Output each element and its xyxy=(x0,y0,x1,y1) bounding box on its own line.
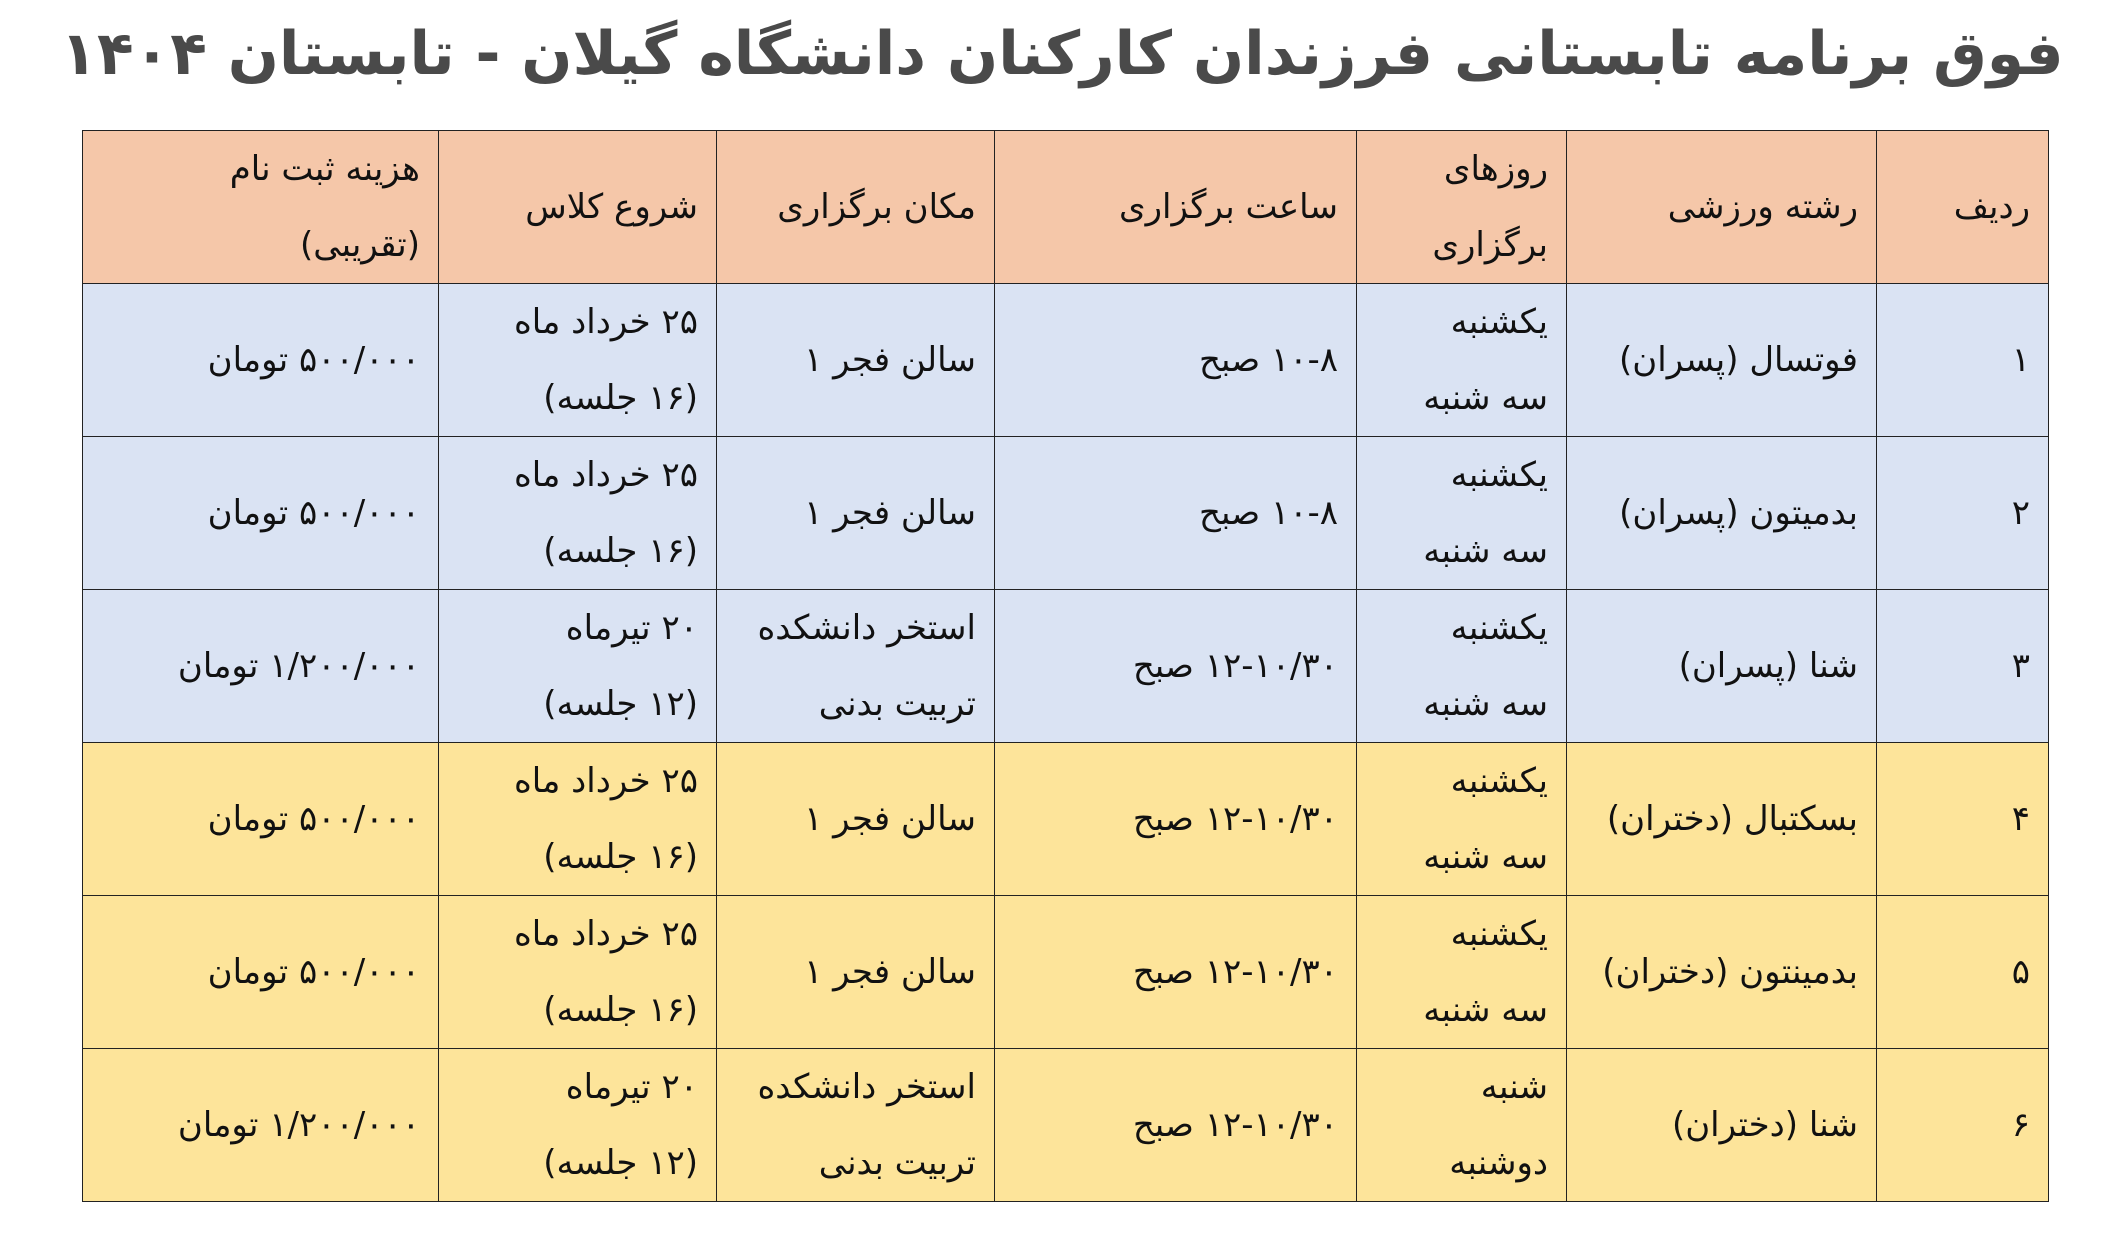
days-cell: یکشنبه سه شنبه xyxy=(1357,743,1567,896)
days-cell: یکشنبه سه شنبه xyxy=(1357,437,1567,590)
days-cell: یکشنبه سه شنبه xyxy=(1357,896,1567,1049)
header-time: ساعت برگزاری xyxy=(995,131,1357,284)
header-sport: رشته ورزشی xyxy=(1567,131,1877,284)
header-fee-line2: (تقریبی) xyxy=(299,225,420,265)
place-cell: سالن فجر ۱ xyxy=(717,743,995,896)
sport-name: بسکتبال (دختران) xyxy=(1567,743,1877,896)
start-cell: ۲۰ تیرماه (۱۲ جلسه) xyxy=(439,1049,717,1202)
start-cell: ۲۵ خرداد ماه (۱۶ جلسه) xyxy=(439,743,717,896)
place-cell: استخر دانشکده تربیت بدنی xyxy=(717,590,995,743)
time-cell: ۱۲-۱۰/۳۰ صبح xyxy=(995,896,1357,1049)
days-cell: یکشنبه سه شنبه xyxy=(1357,590,1567,743)
row-number: ۲ xyxy=(1877,437,2049,590)
row-number: ۴ xyxy=(1877,743,2049,896)
row-number: ۵ xyxy=(1877,896,2049,1049)
header-days-line2: برگزاری xyxy=(1432,225,1548,265)
header-row-number: ردیف xyxy=(1877,131,2049,284)
header-fee xyxy=(83,131,439,284)
sport-name: فوتسال (پسران) xyxy=(1567,284,1877,437)
table-body xyxy=(83,284,2049,1202)
fee-cell: ۵۰۰/۰۰۰ تومان xyxy=(83,743,439,896)
table-row xyxy=(83,437,2049,590)
fee-cell: ۵۰۰/۰۰۰ تومان xyxy=(83,896,439,1049)
time-cell: ۱۲-۱۰/۳۰ صبح xyxy=(995,590,1357,743)
place-cell: استخر دانشکده تربیت بدنی xyxy=(717,1049,995,1202)
start-cell: ۲۵ خرداد ماه (۱۶ جلسه) xyxy=(439,896,717,1049)
fee-cell: ۵۰۰/۰۰۰ تومان xyxy=(83,284,439,437)
sport-name: شنا (دختران) xyxy=(1567,1049,1877,1202)
sport-name: بدمینتون (دختران) xyxy=(1567,896,1877,1049)
days-cell: یکشنبه سه شنبه xyxy=(1357,284,1567,437)
page-title: فوق برنامه تابستانی فرزندان کارکنان دانشگاه گیلان - تابستان ۱۴۰۴ xyxy=(60,19,2064,89)
row-number: ۳ xyxy=(1877,590,2049,743)
table-row xyxy=(83,743,2049,896)
row-number: ۱ xyxy=(1877,284,2049,437)
table-row xyxy=(83,284,2049,437)
table-row xyxy=(83,590,2049,743)
start-cell: ۲۰ تیرماه (۱۲ جلسه) xyxy=(439,590,717,743)
time-cell: ۱۰-۸ صبح xyxy=(995,284,1357,437)
sport-name: شنا (پسران) xyxy=(1567,590,1877,743)
header-row xyxy=(83,131,2049,284)
fee-cell: ۵۰۰/۰۰۰ تومان xyxy=(83,437,439,590)
start-cell: ۲۵ خرداد ماه (۱۶ جلسه) xyxy=(439,284,717,437)
place-cell: سالن فجر ۱ xyxy=(717,896,995,1049)
place-cell: سالن فجر ۱ xyxy=(717,437,995,590)
header-start: شروع کلاس xyxy=(439,131,717,284)
header-place: مکان برگزاری xyxy=(717,131,995,284)
time-cell: ۱۰-۸ صبح xyxy=(995,437,1357,590)
place-cell: سالن فجر ۱ xyxy=(717,284,995,437)
fee-cell: ۱/۲۰۰/۰۰۰ تومان xyxy=(83,1049,439,1202)
time-cell: ۱۲-۱۰/۳۰ صبح xyxy=(995,743,1357,896)
sport-name: بدمیتون (پسران) xyxy=(1567,437,1877,590)
table-row xyxy=(83,896,2049,1049)
row-number: ۶ xyxy=(1877,1049,2049,1202)
days-cell: شنبه دوشنبه xyxy=(1357,1049,1567,1202)
header-fee-line1: هزینه ثبت نام xyxy=(229,149,420,189)
table-row xyxy=(83,1049,2049,1202)
fee-cell: ۱/۲۰۰/۰۰۰ تومان xyxy=(83,590,439,743)
header-days xyxy=(1357,131,1567,284)
start-cell: ۲۵ خرداد ماه (۱۶ جلسه) xyxy=(439,437,717,590)
header-days-line1: روزهای xyxy=(1443,149,1548,189)
schedule-table xyxy=(82,130,2049,1202)
time-cell: ۱۲-۱۰/۳۰ صبح xyxy=(995,1049,1357,1202)
